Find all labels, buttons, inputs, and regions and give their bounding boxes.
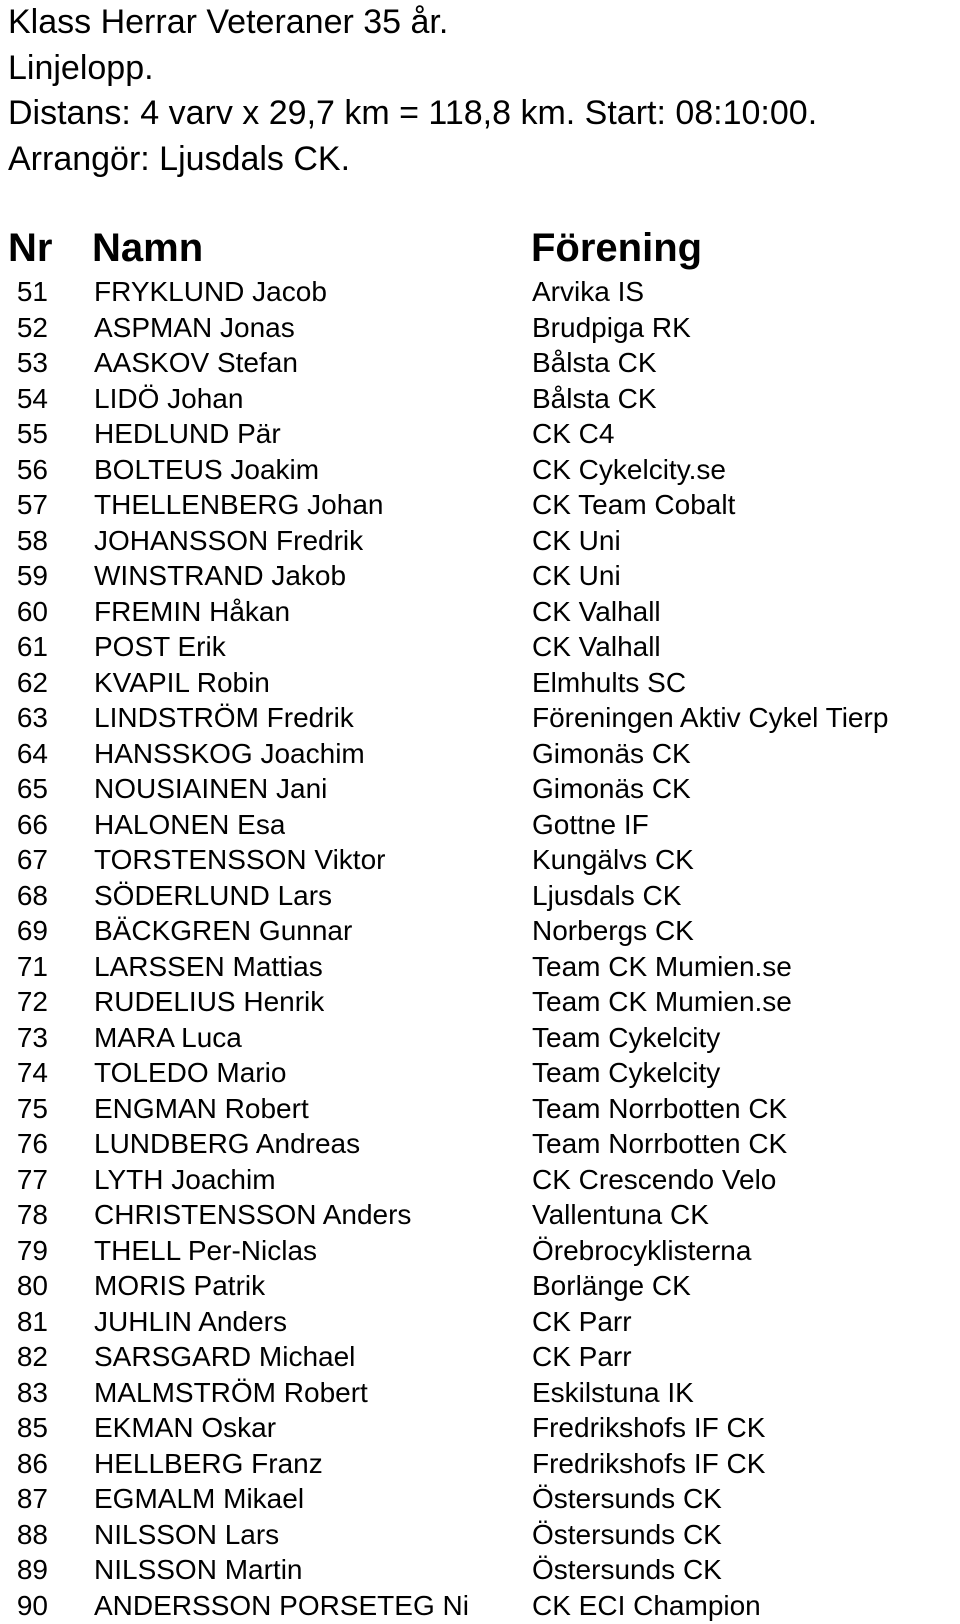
rider-number: 82 bbox=[16, 1341, 48, 1372]
rider-number: 71 bbox=[16, 950, 48, 982]
rider-club: CK Cykelcity.se bbox=[532, 453, 726, 485]
rider-club: Gimonäs CK bbox=[532, 773, 691, 804]
rider-club: Östersunds CK bbox=[532, 1554, 722, 1585]
rider-number: 81 bbox=[16, 1305, 48, 1337]
table-header bbox=[0, 222, 960, 278]
rider-club: Bålsta CK bbox=[532, 347, 657, 378]
rider-name: FREMIN Håkan bbox=[94, 595, 291, 627]
table-row bbox=[0, 984, 960, 1020]
rider-number: 58 bbox=[16, 524, 48, 556]
table-row bbox=[0, 1552, 960, 1588]
rider-number: 85 bbox=[16, 1412, 48, 1443]
rider-name: AASKOV Stefan bbox=[94, 347, 298, 378]
document-header bbox=[8, 0, 817, 182]
table-row bbox=[0, 1197, 960, 1233]
rider-name: HALONEN Esa bbox=[94, 808, 286, 840]
rider-club: Ljusdals CK bbox=[532, 879, 682, 911]
table-row bbox=[0, 665, 960, 701]
rider-club: Fredrikshofs IF CK bbox=[532, 1412, 766, 1443]
rider-number: 62 bbox=[16, 666, 48, 698]
rider-number: 90 bbox=[16, 1589, 48, 1621]
rider-name: CHRISTENSSON Anders bbox=[94, 1199, 412, 1230]
rider-club: Borlänge CK bbox=[532, 1270, 691, 1301]
rider-number: 89 bbox=[16, 1554, 48, 1585]
table-row bbox=[0, 594, 960, 630]
rider-club: Fredrikshofs IF CK bbox=[532, 1447, 766, 1479]
rider-name: LINDSTRÖM Fredrik bbox=[94, 702, 354, 733]
rider-club: CK Parr bbox=[532, 1341, 632, 1372]
rider-number: 51 bbox=[16, 276, 48, 307]
rider-club: Bålsta CK bbox=[532, 382, 657, 414]
table-row bbox=[0, 274, 960, 310]
table-row bbox=[0, 1233, 960, 1269]
table-row bbox=[0, 381, 960, 417]
rider-name: EGMALM Mikael bbox=[94, 1483, 305, 1514]
rider-number: 60 bbox=[16, 595, 48, 627]
table-row bbox=[0, 487, 960, 523]
rider-name: HANSSKOG Joachim bbox=[94, 737, 365, 769]
table-row bbox=[0, 1020, 960, 1056]
rider-club: Team Cykelcity bbox=[532, 1057, 721, 1088]
rider-club: CK Parr bbox=[532, 1305, 632, 1337]
rider-name: ENGMAN Robert bbox=[94, 1092, 309, 1124]
table-row bbox=[0, 736, 960, 772]
rider-number: 63 bbox=[16, 702, 48, 733]
rider-name: SARSGARD Michael bbox=[94, 1341, 356, 1372]
rider-number: 87 bbox=[16, 1483, 48, 1514]
rider-number: 78 bbox=[16, 1199, 48, 1230]
rider-name: SÖDERLUND Lars bbox=[94, 879, 333, 911]
table-row bbox=[0, 1517, 960, 1553]
rider-number: 79 bbox=[16, 1234, 48, 1266]
rider-number: 77 bbox=[16, 1163, 48, 1195]
rider-club: Team Norrbotten CK bbox=[532, 1092, 788, 1124]
rider-number: 86 bbox=[16, 1447, 48, 1479]
table-row bbox=[0, 345, 960, 381]
rider-club: Team Norrbotten CK bbox=[532, 1128, 788, 1159]
rider-number: 76 bbox=[16, 1128, 48, 1159]
distance-start: Distans: 4 varv x 29,7 km = 118,8 km. Start: 08:10:00. bbox=[8, 94, 818, 132]
table-row bbox=[0, 1162, 960, 1198]
rider-number: 69 bbox=[16, 915, 48, 946]
rider-club: Gottne IF bbox=[532, 808, 649, 840]
rider-club: CK Uni bbox=[532, 560, 621, 591]
rider-number: 61 bbox=[16, 631, 48, 662]
rider-number: 52 bbox=[16, 311, 48, 343]
rider-club: Team CK Mumien.se bbox=[532, 986, 792, 1017]
race-type: Linjelopp. bbox=[8, 48, 154, 87]
rider-name: EKMAN Oskar bbox=[94, 1412, 277, 1443]
rider-club: CK Valhall bbox=[532, 595, 661, 627]
rider-name: TORSTENSSON Viktor bbox=[94, 844, 386, 875]
rider-club: Eskilstuna IK bbox=[532, 1376, 694, 1408]
rider-name: WINSTRAND Jakob bbox=[94, 560, 347, 591]
rider-number: 68 bbox=[16, 879, 48, 911]
rider-name: LYTH Joachim bbox=[94, 1163, 276, 1195]
rider-club: CK ECI Champion bbox=[532, 1589, 761, 1621]
rider-club: Gimonäs CK bbox=[532, 737, 691, 769]
rider-name: KVAPIL Robin bbox=[94, 666, 270, 698]
rider-number: 73 bbox=[16, 1021, 48, 1053]
rider-number: 64 bbox=[16, 737, 48, 769]
table-row bbox=[0, 1481, 960, 1517]
table-row bbox=[0, 878, 960, 914]
rider-name: MALMSTRÖM Robert bbox=[94, 1376, 368, 1408]
rider-name: FRYKLUND Jacob bbox=[94, 276, 327, 307]
rider-club: CK Team Cobalt bbox=[532, 489, 736, 520]
rider-club: CK Valhall bbox=[532, 631, 661, 662]
rider-club: Kungälvs CK bbox=[532, 844, 694, 875]
rider-number: 67 bbox=[16, 844, 48, 875]
rider-number: 65 bbox=[16, 773, 48, 804]
rider-name: JUHLIN Anders bbox=[94, 1305, 287, 1337]
rider-number: 88 bbox=[16, 1518, 48, 1550]
table-row bbox=[0, 1339, 960, 1375]
table-row bbox=[0, 1410, 960, 1446]
rider-number: 72 bbox=[16, 986, 48, 1017]
rider-name: THELLENBERG Johan bbox=[94, 489, 384, 520]
table-row bbox=[0, 558, 960, 594]
rider-name: BÄCKGREN Gunnar bbox=[94, 915, 353, 946]
table-row bbox=[0, 1091, 960, 1127]
table-row bbox=[0, 416, 960, 452]
rider-name: JOHANSSON Fredrik bbox=[94, 524, 364, 556]
rider-club: Team Cykelcity bbox=[532, 1021, 721, 1053]
rider-club: Elmhults SC bbox=[532, 666, 687, 698]
rider-number: 74 bbox=[16, 1057, 48, 1088]
rider-club: Brudpiga RK bbox=[532, 311, 691, 343]
rider-name: LUNDBERG Andreas bbox=[94, 1128, 361, 1159]
rider-club: CK C4 bbox=[532, 418, 615, 449]
rider-number: 83 bbox=[16, 1376, 48, 1408]
table-row bbox=[0, 771, 960, 807]
rider-number: 53 bbox=[16, 347, 48, 378]
table-row bbox=[0, 1446, 960, 1482]
table-row bbox=[0, 1055, 960, 1091]
rider-name: ANDERSSON PORSETEG Ni bbox=[94, 1589, 469, 1621]
rider-name: RUDELIUS Henrik bbox=[94, 986, 325, 1017]
rider-name: HELLBERG Franz bbox=[94, 1447, 323, 1479]
table-row bbox=[0, 629, 960, 665]
rider-number: 66 bbox=[16, 808, 48, 840]
rider-number: 55 bbox=[16, 418, 48, 449]
rider-club: CK Uni bbox=[532, 524, 621, 556]
rider-club: CK Crescendo Velo bbox=[532, 1163, 777, 1195]
table-row bbox=[0, 1375, 960, 1411]
rider-club: Vallentuna CK bbox=[532, 1199, 709, 1230]
rider-name: TOLEDO Mario bbox=[94, 1057, 287, 1088]
rider-number: 54 bbox=[16, 382, 48, 414]
rider-name: POST Erik bbox=[94, 631, 226, 662]
rider-club: Östersunds CK bbox=[532, 1483, 722, 1514]
rider-number: 75 bbox=[16, 1092, 48, 1124]
rider-name: LARSSEN Mattias bbox=[94, 950, 323, 982]
rider-number: 57 bbox=[16, 489, 48, 520]
rider-name: HEDLUND Pär bbox=[94, 418, 281, 449]
rider-name: NOUSIAINEN Jani bbox=[94, 773, 328, 804]
organizer: Arrangör: Ljusdals CK. bbox=[8, 139, 351, 178]
rider-club: Föreningen Aktiv Cykel Tierp bbox=[532, 702, 889, 733]
table-row bbox=[0, 1304, 960, 1340]
rider-name: BOLTEUS Joakim bbox=[94, 453, 320, 485]
rider-name: ASPMAN Jonas bbox=[94, 311, 295, 343]
rider-name: MORIS Patrik bbox=[94, 1270, 266, 1301]
start-list bbox=[0, 274, 960, 1623]
table-row bbox=[0, 949, 960, 985]
column-header-nr: Nr bbox=[8, 226, 53, 270]
table-row bbox=[0, 807, 960, 843]
table-row bbox=[0, 452, 960, 488]
rider-club: Östersunds CK bbox=[532, 1518, 722, 1550]
table-row bbox=[0, 913, 960, 949]
rider-number: 56 bbox=[16, 453, 48, 485]
rider-name: NILSSON Lars bbox=[94, 1518, 280, 1550]
rider-club: Arvika IS bbox=[532, 276, 645, 307]
rider-name: NILSSON Martin bbox=[94, 1554, 303, 1585]
rider-name: LIDÖ Johan bbox=[94, 382, 244, 414]
rider-number: 59 bbox=[16, 560, 48, 591]
rider-number: 80 bbox=[16, 1270, 48, 1301]
table-row bbox=[0, 1588, 960, 1624]
rider-club: Norbergs CK bbox=[532, 915, 694, 946]
column-header-forening: Förening bbox=[531, 226, 703, 270]
table-row bbox=[0, 842, 960, 878]
table-row bbox=[0, 523, 960, 559]
column-header-namn: Namn bbox=[92, 226, 204, 270]
rider-club: Team CK Mumien.se bbox=[532, 950, 792, 982]
table-row bbox=[0, 310, 960, 346]
rider-club: Örebrocyklisterna bbox=[532, 1234, 752, 1266]
table-row bbox=[0, 700, 960, 736]
rider-name: THELL Per-Niclas bbox=[94, 1234, 318, 1266]
table-row bbox=[0, 1126, 960, 1162]
table-row bbox=[0, 1268, 960, 1304]
rider-name: MARA Luca bbox=[94, 1021, 242, 1053]
class-title: Klass Herrar Veteraner 35 år. bbox=[8, 3, 449, 41]
